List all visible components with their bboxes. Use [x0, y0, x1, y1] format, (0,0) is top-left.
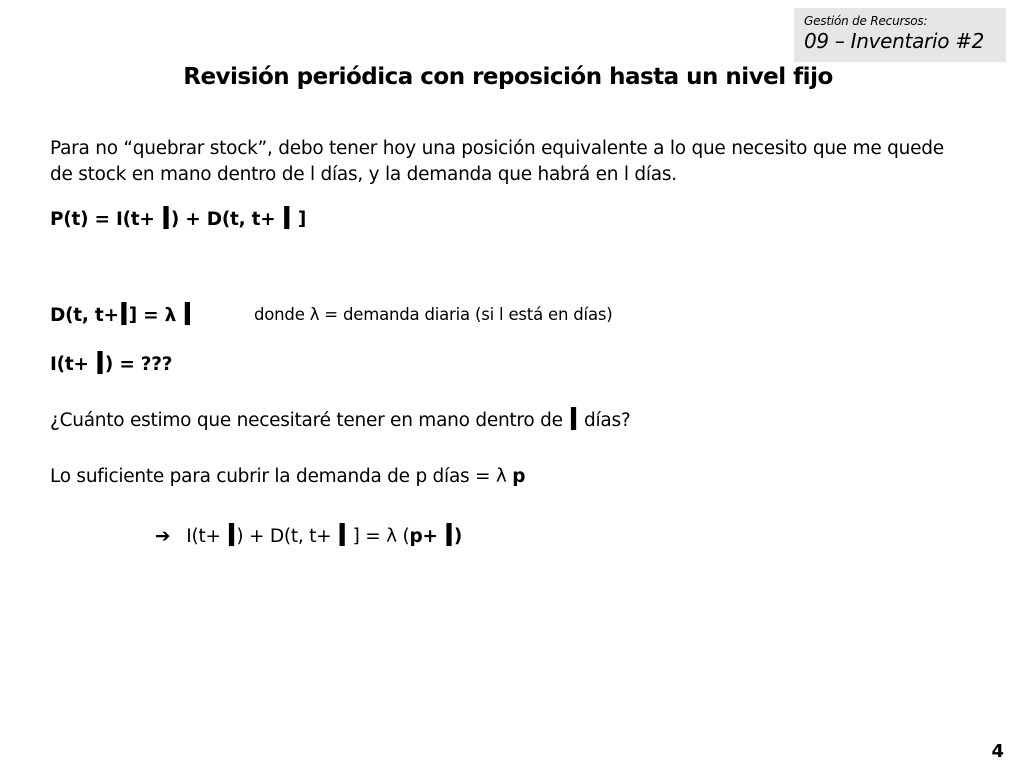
- formula-inventory: [50, 347, 173, 382]
- period-symbol: p: [512, 466, 526, 487]
- result-text: ] = λ (: [347, 526, 410, 547]
- question-line: [50, 403, 631, 438]
- formula-text: ] = λ: [128, 305, 183, 326]
- lead-time-symbol: l: [568, 403, 579, 438]
- lead-time-symbol: l: [226, 519, 237, 554]
- arrow-right-icon: ➔: [155, 526, 171, 547]
- lead-time-symbol: l: [118, 298, 129, 333]
- result-line: [155, 519, 463, 554]
- formula-demand: [50, 298, 193, 333]
- lead-time-symbol: l: [443, 519, 454, 554]
- formula-text: P(t) = I(t+: [50, 209, 161, 230]
- lead-time-symbol: l: [281, 202, 292, 237]
- lead-time-symbol: l: [160, 202, 171, 237]
- formula-position: [50, 202, 307, 237]
- result-text: I(t+: [186, 526, 227, 547]
- result-text: ): [453, 526, 463, 547]
- result-text: ) + D(t, t+: [236, 526, 337, 547]
- formula-text: I(t+: [50, 354, 95, 375]
- lead-time-symbol: l: [94, 347, 105, 382]
- formula-text: ) + D(t, t+: [170, 209, 282, 230]
- question-text: ¿Cuánto estimo que necesitaré tener en mano dentro de: [50, 410, 569, 431]
- slide-title: Revisión periódica con reposición hasta un nivel fijo: [183, 64, 833, 90]
- lead-time-symbol: l: [336, 519, 348, 554]
- question-text: días?: [578, 410, 631, 431]
- formula-text: ]: [291, 209, 307, 230]
- course-name: Gestión de Recursos:: [804, 14, 928, 28]
- answer-line: [50, 466, 525, 487]
- period-symbol: p+: [409, 526, 444, 547]
- course-tag: [794, 8, 1006, 62]
- lead-time-symbol: l: [182, 298, 193, 333]
- lambda-note: donde λ = demanda diaria (si l está en días): [254, 305, 613, 324]
- formula-text: ) = ???: [104, 354, 173, 375]
- unit-name: 09 – Inventario #2: [804, 29, 985, 53]
- formula-text: D(t, t+: [50, 305, 119, 326]
- answer-text: Lo suficiente para cubrir la demanda de p días = λ: [50, 466, 513, 487]
- intro-paragraph: Para no “quebrar stock”, debo tener hoy una posición equivalente a lo que necesito que me quede de stock en mano dentro de l días, y la demanda que habrá en l días.: [50, 138, 944, 185]
- page-number: 4: [991, 741, 1004, 762]
